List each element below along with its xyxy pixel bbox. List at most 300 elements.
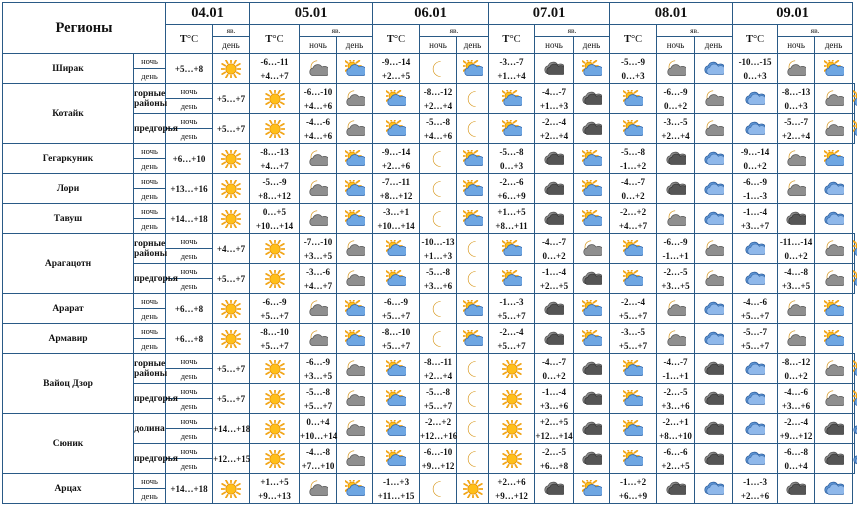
region-name: Котайк	[3, 84, 134, 144]
night-temp: -3…-5	[621, 326, 646, 337]
day-temp: +5…+7	[381, 310, 411, 321]
night-temp: -5…-8	[426, 116, 451, 127]
night-temp: -4…-6	[743, 296, 768, 307]
moon-icon	[457, 444, 489, 474]
temperature-cell	[300, 444, 337, 474]
night-temp: -2…-4	[542, 116, 567, 127]
moon-cloud-icon	[337, 354, 373, 384]
temperature-cell	[373, 324, 420, 354]
temp-header	[166, 25, 213, 54]
rain-cloud-icon	[695, 204, 733, 234]
temperature-cell	[778, 114, 815, 144]
night-temp: -4…-6	[306, 116, 330, 127]
day-temp: +2…+4	[423, 370, 453, 381]
day-temp: +6…+10	[172, 153, 206, 164]
day-temp: +4…+7	[618, 220, 648, 231]
night-temp: -2…+2	[424, 416, 452, 427]
night-temp: -8…-12	[423, 86, 453, 97]
forecast-table	[2, 2, 855, 504]
sun-cloud-icon	[853, 84, 855, 114]
moon-cloud-icon	[815, 354, 853, 384]
day-label: день	[134, 339, 166, 354]
night-temp: -2…-4	[784, 416, 809, 427]
night-temp: -2…-5	[542, 446, 567, 457]
temperature-cell	[166, 324, 213, 354]
day-temp: +4…+7	[303, 280, 333, 291]
moon-icon	[420, 294, 457, 324]
dark-cloud-icon	[695, 354, 733, 384]
temperature-cell	[657, 414, 695, 444]
dark-cloud-icon	[695, 444, 733, 474]
day-temp: +2…+5	[381, 70, 411, 81]
day-header: день	[815, 37, 853, 54]
moon-cloud-icon	[657, 294, 695, 324]
temp-header	[733, 25, 778, 54]
rain-cloud-icon	[733, 384, 778, 414]
sun-cloud-icon	[610, 414, 657, 444]
night-temp: -7…-10	[303, 236, 333, 247]
moon-cloud-icon	[574, 234, 610, 264]
sun-cloud-icon	[610, 84, 657, 114]
region-row-night	[3, 144, 855, 159]
sun-cloud-icon	[373, 264, 420, 294]
temperature-cell	[213, 414, 250, 444]
day-temp: +2…+4	[781, 130, 811, 141]
moon-icon	[457, 264, 489, 294]
night-temp: -5…-9	[262, 176, 287, 187]
night-temp: -5…-7	[784, 116, 809, 127]
sun-icon	[213, 54, 250, 84]
temperature-cell	[420, 234, 457, 264]
region-row-night	[3, 54, 855, 69]
rain-cloud-icon	[695, 474, 733, 504]
night-temp: -5…-8	[306, 386, 330, 397]
night-temp: -1…-3	[743, 476, 768, 487]
sun-icon	[489, 384, 535, 414]
night-temp: -6…-9	[262, 296, 287, 307]
temperature-cell	[778, 264, 815, 294]
moon-cloud-icon	[778, 144, 815, 174]
day-temp: +13…+16	[170, 183, 208, 194]
night-temp: -4…-7	[542, 86, 567, 97]
moon-cloud-icon	[815, 384, 853, 414]
temperature-cell	[657, 114, 695, 144]
moon-icon	[457, 84, 489, 114]
night-temp: -2…-5	[663, 266, 688, 277]
temp-header	[373, 25, 420, 54]
day-temp: +5…+7	[423, 400, 453, 411]
dark-cloud-icon	[574, 354, 610, 384]
dark-cloud-icon	[695, 384, 733, 414]
night-label: ночь	[134, 324, 166, 339]
day-temp: +5…+7	[740, 340, 770, 351]
day-temp: +6…+9	[618, 490, 648, 501]
dark-cloud-icon	[535, 294, 574, 324]
subregion-name: предгорья	[134, 264, 166, 294]
temperature-cell	[489, 474, 535, 504]
temperature-cell	[300, 84, 337, 114]
moon-cloud-icon	[815, 234, 853, 264]
temperature-cell	[778, 354, 815, 384]
sun-icon	[250, 414, 300, 444]
moon-cloud-icon	[815, 114, 853, 144]
night-header: ночь	[778, 37, 815, 54]
night-temp: -4…-8	[306, 446, 330, 457]
sun-icon	[489, 354, 535, 384]
day-temp: +9…+12	[495, 490, 528, 501]
day-temp: 0…+4	[784, 460, 808, 471]
dark-cloud-icon	[535, 144, 574, 174]
sun-cloud-icon	[337, 204, 373, 234]
night-temp: -7…-11	[382, 176, 411, 187]
rain-cloud-icon	[695, 144, 733, 174]
night-temp: -10…-13	[421, 236, 455, 247]
moon-cloud-icon	[778, 174, 815, 204]
night-label: ночь	[166, 234, 213, 249]
day-temp: +6…+8	[174, 333, 204, 344]
temperature-cell	[213, 444, 250, 474]
moon-cloud-icon	[657, 204, 695, 234]
day-temp: +5…+7	[260, 340, 289, 351]
sun-cloud-icon	[337, 174, 373, 204]
temperature-cell	[778, 384, 815, 414]
sun-cloud-icon	[457, 294, 489, 324]
day-temp: +14…+18	[170, 483, 208, 494]
dark-cloud-icon	[535, 54, 574, 84]
region-name: Тавуш	[3, 204, 134, 234]
moon-cloud-icon	[337, 384, 373, 414]
dark-cloud-icon	[778, 474, 815, 504]
night-temp: -9…-14	[381, 146, 411, 157]
night-label: ночь	[134, 294, 166, 309]
day-temp: +9…+13	[258, 490, 291, 501]
rain-cloud-icon	[733, 414, 778, 444]
night-temp: -3…+1	[382, 206, 410, 217]
dark-cloud-icon	[778, 204, 815, 234]
moon-cloud-icon	[300, 474, 337, 504]
temperature-cell	[657, 444, 695, 474]
moon-icon	[420, 324, 457, 354]
sun-cloud-icon	[489, 114, 535, 144]
day-temp: +12…+16	[420, 430, 458, 441]
rain-cloud-icon	[853, 414, 855, 444]
night-header: ночь	[300, 37, 337, 54]
sun-cloud-icon	[610, 444, 657, 474]
subregion-name: предгорья	[134, 444, 166, 474]
sun-cloud-icon	[610, 114, 657, 144]
day-temp: +5…+7	[740, 310, 770, 321]
sun-cloud-icon	[853, 114, 855, 144]
sun-icon	[213, 174, 250, 204]
day-temp: +5…+7	[260, 310, 289, 321]
temperature-cell	[733, 324, 778, 354]
rain-cloud-icon	[733, 444, 778, 474]
day-header: день	[695, 37, 733, 54]
night-label: ночь	[166, 264, 213, 279]
day-temp: +5…+7	[618, 310, 648, 321]
temperature-cell	[300, 414, 337, 444]
day-temp: +9…+12	[421, 460, 455, 471]
day-temp: +7…+10	[301, 460, 335, 471]
temperature-cell	[778, 234, 815, 264]
night-temp: 0…+5	[262, 206, 287, 217]
day-temp: +5…+7	[618, 340, 648, 351]
sun-icon	[250, 234, 300, 264]
day-temp: +5…+7	[497, 340, 526, 351]
temperature-cell	[300, 114, 337, 144]
sun-icon	[489, 414, 535, 444]
day-temp: +5…+7	[216, 93, 246, 104]
day-header: день	[213, 37, 250, 54]
day-label: день	[166, 249, 213, 264]
dark-cloud-icon	[574, 384, 610, 414]
moon-cloud-icon	[778, 324, 815, 354]
night-temp: -1…+3	[382, 476, 410, 487]
sun-cloud-icon	[815, 54, 853, 84]
temp-label: T	[265, 33, 273, 45]
temperature-cell	[166, 204, 213, 234]
sun-cloud-icon	[457, 54, 489, 84]
night-temp: -10…-15	[738, 56, 772, 67]
dark-cloud-icon	[574, 114, 610, 144]
sun-cloud-icon	[457, 144, 489, 174]
dark-cloud-icon	[574, 444, 610, 474]
rain-cloud-icon	[733, 84, 778, 114]
sun-cloud-icon	[337, 474, 373, 504]
subregion-name: предгорья	[134, 114, 166, 144]
temperature-cell	[610, 144, 657, 174]
moon-cloud-icon	[695, 264, 733, 294]
subregion-name: горные районы	[134, 84, 166, 114]
rain-cloud-icon	[695, 294, 733, 324]
sun-cloud-icon	[574, 474, 610, 504]
rain-cloud-icon	[733, 234, 778, 264]
day-temp: +6…+8	[174, 303, 204, 314]
temp-unit: °C	[393, 33, 406, 45]
temperature-cell	[778, 84, 815, 114]
day-temp: +2…+4	[539, 130, 569, 141]
night-label: ночь	[134, 54, 166, 69]
day-temp: +4…+7	[216, 243, 246, 254]
moon-cloud-icon	[300, 144, 337, 174]
subregion-name: горные районы	[134, 354, 166, 384]
day-temp: 0…+2	[784, 250, 808, 261]
dark-cloud-icon	[535, 204, 574, 234]
night-temp: -5…-8	[426, 386, 451, 397]
dark-cloud-icon	[657, 474, 695, 504]
phenomena-header: яв.	[300, 25, 373, 37]
sun-icon	[213, 324, 250, 354]
day-label: день	[166, 99, 213, 114]
day-temp: +14…+18	[170, 213, 208, 224]
sun-cloud-icon	[337, 54, 373, 84]
region-row-night	[3, 324, 855, 339]
day-temp: +8…+11	[495, 220, 528, 231]
temperature-cell	[373, 54, 420, 84]
sun-cloud-icon	[489, 234, 535, 264]
region-name: Армавир	[3, 324, 134, 354]
day-temp: +5…+8	[174, 63, 204, 74]
night-temp: +1…+5	[260, 476, 289, 487]
sun-cloud-icon	[815, 144, 853, 174]
night-temp: -11…-14	[779, 236, 813, 247]
day-temp: +3…+6	[781, 400, 811, 411]
moon-cloud-icon	[695, 114, 733, 144]
temperature-cell	[657, 384, 695, 414]
night-temp: +2…+6	[497, 476, 526, 487]
date-header: 05.01	[250, 3, 373, 25]
sun-icon	[250, 444, 300, 474]
temperature-cell	[420, 414, 457, 444]
night-label: ночь	[166, 414, 213, 429]
night-temp: -6…-8	[784, 446, 809, 457]
temp-unit: °C	[509, 33, 521, 45]
temperature-cell	[535, 444, 574, 474]
temp-label: T	[386, 33, 394, 45]
moon-cloud-icon	[300, 204, 337, 234]
phenomena-header: яв.	[657, 25, 733, 37]
date-header: 09.01	[733, 3, 853, 25]
dark-cloud-icon	[657, 144, 695, 174]
temperature-cell	[213, 354, 250, 384]
day-temp: +6…+9	[497, 190, 526, 201]
region-name: Ширак	[3, 54, 134, 84]
phenomena-header: яв.	[213, 25, 250, 37]
temp-label: T	[745, 33, 753, 45]
night-temp: -6…-11	[260, 56, 289, 67]
sun-cloud-icon	[853, 234, 855, 264]
region-row-night	[3, 204, 855, 219]
day-temp: +10…+14	[300, 430, 338, 441]
moon-cloud-icon	[695, 234, 733, 264]
night-header: ночь	[420, 37, 457, 54]
sun-icon	[213, 204, 250, 234]
region-name: Сюник	[3, 414, 134, 474]
temperature-cell	[657, 264, 695, 294]
sun-cloud-icon	[489, 84, 535, 114]
day-temp: 0…+2	[743, 160, 767, 171]
night-temp: -8…-10	[381, 326, 411, 337]
night-temp: +1…+5	[497, 206, 526, 217]
region-name: Арарат	[3, 294, 134, 324]
night-temp: -4…-7	[621, 176, 646, 187]
temp-label: T	[623, 33, 631, 45]
day-temp: +6…+8	[539, 460, 569, 471]
day-temp: +4…+7	[260, 160, 289, 171]
day-temp: +5…+7	[497, 310, 526, 321]
sun-cloud-icon	[853, 354, 855, 384]
day-label: день	[166, 279, 213, 294]
day-temp: -1…+2	[619, 160, 647, 171]
temperature-cell	[300, 384, 337, 414]
rain-cloud-icon	[733, 264, 778, 294]
sun-cloud-icon	[373, 414, 420, 444]
date-header: 04.01	[166, 3, 250, 25]
sun-icon	[250, 264, 300, 294]
night-temp: -2…+1	[662, 416, 689, 427]
sun-icon	[213, 294, 250, 324]
temp-label: T	[179, 33, 187, 45]
night-temp: +2…+5	[539, 416, 569, 427]
temperature-cell	[610, 324, 657, 354]
temperature-cell	[489, 174, 535, 204]
moon-cloud-icon	[657, 324, 695, 354]
moon-icon	[420, 204, 457, 234]
temperature-cell	[535, 114, 574, 144]
night-temp: -6…-10	[303, 86, 333, 97]
temperature-cell	[610, 474, 657, 504]
day-temp: +4…+6	[303, 130, 333, 141]
region-row-night	[3, 174, 855, 189]
temperature-cell	[213, 84, 250, 114]
temperature-cell	[300, 264, 337, 294]
moon-cloud-icon	[300, 174, 337, 204]
night-temp: -5…-8	[426, 266, 451, 277]
temperature-cell	[250, 174, 300, 204]
sun-cloud-icon	[489, 264, 535, 294]
day-temp: +4…+6	[423, 130, 453, 141]
sun-icon	[250, 354, 300, 384]
sun-cloud-icon	[610, 384, 657, 414]
sun-icon	[489, 444, 535, 474]
temperature-cell	[535, 384, 574, 414]
night-temp: -1…-4	[542, 266, 567, 277]
sun-icon	[213, 474, 250, 504]
night-temp: -6…-9	[743, 176, 768, 187]
temp-unit: °C	[752, 33, 765, 45]
moon-cloud-icon	[300, 54, 337, 84]
temp-header	[489, 25, 535, 54]
region-row-night	[3, 474, 855, 489]
temperature-cell	[166, 474, 213, 504]
day-temp: +8…+10	[659, 430, 692, 441]
moon-cloud-icon	[337, 84, 373, 114]
temperature-cell	[778, 414, 815, 444]
temperature-cell	[420, 84, 457, 114]
temperature-cell	[610, 294, 657, 324]
temperature-cell	[610, 174, 657, 204]
moon-icon	[457, 414, 489, 444]
day-temp: +2…+5	[539, 280, 569, 291]
night-temp: -4…-8	[784, 266, 809, 277]
dark-cloud-icon	[535, 324, 574, 354]
night-temp: -5…-7	[743, 326, 768, 337]
temperature-cell	[213, 234, 250, 264]
day-temp: +5…+7	[216, 123, 246, 134]
temperature-cell	[489, 294, 535, 324]
moon-cloud-icon	[695, 84, 733, 114]
temperature-cell	[535, 84, 574, 114]
night-temp: -9…-14	[740, 146, 770, 157]
day-temp: -1…-3	[743, 190, 768, 201]
day-temp: +8…+12	[379, 190, 413, 201]
night-label: ночь	[134, 174, 166, 189]
sun-cloud-icon	[574, 204, 610, 234]
temperature-cell	[250, 54, 300, 84]
day-label: день	[166, 459, 213, 474]
night-label: ночь	[166, 84, 213, 99]
sun-cloud-icon	[337, 294, 373, 324]
day-temp: 0…+2	[542, 370, 566, 381]
night-temp: -9…-14	[381, 56, 411, 67]
moon-icon	[457, 114, 489, 144]
dark-cloud-icon	[535, 174, 574, 204]
day-temp: +1…+4	[497, 70, 526, 81]
day-temp: +5…+7	[216, 273, 246, 284]
rain-cloud-icon	[815, 174, 853, 204]
day-temp: 0…+2	[663, 100, 688, 111]
sun-cloud-icon	[815, 324, 853, 354]
